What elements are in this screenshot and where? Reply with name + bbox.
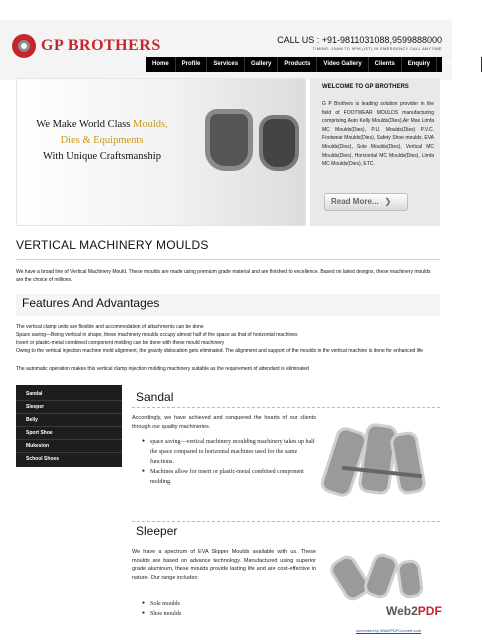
sleeper-title: Sleeper [136, 524, 178, 538]
sandal-bullets [142, 437, 318, 487]
title-divider [16, 259, 440, 260]
nav-products[interactable]: Products [278, 57, 317, 72]
site-logo[interactable] [12, 34, 161, 58]
sleeper-bullets [142, 599, 292, 619]
sidebar-item-mukesion[interactable]: Mukesion [26, 443, 50, 449]
nav-home[interactable]: Home [146, 57, 176, 72]
nav-contact-us[interactable]: Contact Us [437, 57, 482, 72]
section-divider [132, 407, 440, 408]
welcome-title: WELCOME TO GP BROTHERS [322, 84, 409, 90]
sleeper-text: We have a spectrum of EVA Slipper Moulds available with us. These moulds are based on advance technology. Manufactured using superior grade aluminum, these moulds provide lasting life and are cost-effective in nature. Our range includes: [132, 549, 316, 581]
sandal-mould-photo [322, 414, 432, 514]
banner-line-1 [17, 119, 187, 130]
sleeper-mould-photo [322, 550, 432, 604]
list-item: ● Sole moulds [142, 599, 292, 609]
mould-plate-right [389, 430, 427, 496]
web2-text: Web2 [386, 604, 418, 618]
nav-profile[interactable]: Profile [176, 57, 208, 72]
nav-clients[interactable]: Clients [369, 57, 402, 72]
banner-line-2 [17, 135, 187, 146]
sidebar-item-sport-shoe[interactable]: Sport Shoe [26, 430, 53, 436]
call-us-text: CALL US : +91-9811031088,9599888000 [277, 35, 442, 45]
nav-video-gallery[interactable]: Video Gallery [317, 57, 368, 72]
nav-gallery[interactable]: Gallery [245, 57, 278, 72]
feature-line: Insert or plastic-metal combined component molding can be done with these mould machinery [16, 340, 225, 346]
banner-line-1-highlight: Moulds, [132, 119, 168, 130]
welcome-text: G P Brothers is leading solution provider in the field of FOOTWEAR MOULDS manufacturing comprising Auto Kelly Moulds(Dies),Air Max Limfa MC Moulds(Dies), P.U. Moulds(Dies) P.V.C. Footwear Moulds(Dies), Safety Shoe moulds, EVA Moulds(Dies), Sole Moulds(Dies), Vertical MC Moulds(Dies), Horizontal MC Moulds(Dies), Limfa MC Moulds(Dies), ETC. [322, 101, 434, 168]
sandal-title: Sandal [136, 390, 174, 404]
sidebar-item-belly[interactable]: Belly [26, 417, 38, 423]
section-divider [132, 521, 440, 522]
sidebar-item-sandal[interactable]: Sandal [26, 391, 43, 397]
nav-enquiry[interactable]: Enquiry [402, 57, 437, 72]
converted-link[interactable]: converted by Web2PDFConvert.com [356, 628, 422, 633]
mould-image-right [259, 115, 299, 171]
arrow-right-icon: ❯ [384, 197, 392, 206]
sidebar-divider [16, 439, 122, 440]
sandal-text: Accordingly, we have achieved and conquered the hearts of our clients through our quality machineries. [132, 415, 316, 430]
mould-image-left [205, 109, 253, 171]
mould-plate-right [395, 559, 424, 600]
sidebar-divider [16, 452, 122, 453]
web2pdf-logo [386, 604, 442, 618]
hero-banner [16, 78, 306, 226]
read-more-label: Read More... [331, 197, 379, 206]
gear-logo-icon [12, 34, 36, 58]
banner-line-3: With Unique Craftsmanship [43, 151, 161, 162]
banner-line-2-text: Dies & Equipments [60, 135, 144, 146]
list-item: ● Shoe moulds [142, 609, 292, 619]
nav-services[interactable]: Services [207, 57, 245, 72]
sidebar-divider [16, 426, 122, 427]
sidebar-item-sleeper[interactable]: Sleeper [26, 404, 45, 410]
list-item: ● space saving—vertical machinery moulding machinery takes up half the space compared to horizontal machines used for the same functions. [142, 437, 318, 467]
logo-text: GP BROTHERS [41, 37, 161, 54]
pdf-text: PDF [417, 604, 442, 618]
sidebar-divider [16, 400, 122, 401]
features-title: Features And Advantages [22, 296, 160, 310]
timing-text: TIMING: 10AM TO 9PM (IST) IN EMERGENCY CALL ANYTIME [312, 46, 442, 51]
banner-line-1-text: We Make World Class [36, 119, 133, 130]
sidebar-item-school-shoes[interactable]: School Shoes [26, 456, 60, 462]
sidebar-divider [16, 413, 122, 414]
main-nav [146, 57, 475, 72]
feature-line: The automatic operation makes this vertical clamp injection molding machinery suitable as the requirement of attendant is eliminated [16, 366, 309, 372]
read-more-button[interactable] [324, 193, 408, 211]
page-intro: We have a broad line of Vertical Machinery Mould. These moulds are made using premium grade material and are finished to excellence. Based on latest designs, these machinery moulds are the choice of millions. [16, 269, 431, 283]
feature-line: Space saving—Being vertical in shape, these machinery moulds occupy almost half of the space as that of horizontal machines [16, 332, 298, 338]
list-item: ● Machines allow for insert or plastic-metal combined component molding. [142, 467, 318, 487]
feature-line: Owing to the vertical injection machine mold alignment, the gravity dislocation gets eliminated. The alignment and support of the moulds in the vertical machine is done for enhanced life [16, 348, 424, 354]
mould-plate-middle [361, 551, 400, 601]
feature-line: The vertical clamp units are flexible and accommodation of attachments can be done [16, 324, 204, 330]
page-title: VERTICAL MACHINERY MOULDS [16, 238, 209, 252]
